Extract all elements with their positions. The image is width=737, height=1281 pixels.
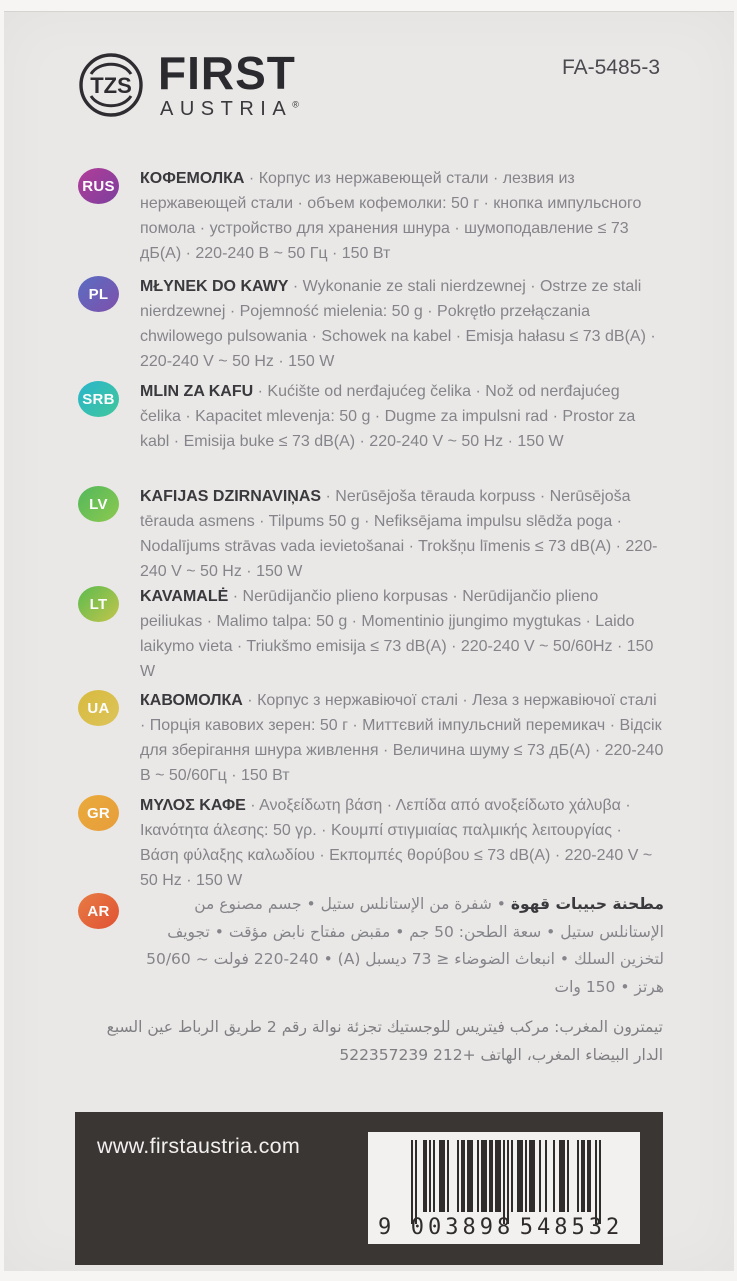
- lang-badge-pl: PL: [78, 276, 119, 312]
- lang-section-srb: [78, 379, 664, 454]
- brand-wordmark: [158, 47, 299, 120]
- section-text: [140, 584, 664, 684]
- distributor-address-ar: تيمترون المغرب: مركب فيتريس للوجستيك تجزئة نوالة رقم 2 طريق الرباط عين السبع الدار البيضاء المغرب، الهاتف +212 522357239: [106, 1018, 663, 1064]
- section-text: [140, 379, 664, 454]
- section-text: [140, 166, 664, 266]
- lang-section-pl: [78, 274, 664, 374]
- lang-section-ar: [78, 891, 664, 1001]
- lang-badge-rus: RUS: [78, 168, 119, 204]
- lang-badge-ua: UA: [78, 690, 119, 726]
- lang-badge-lt: LT: [78, 586, 119, 622]
- lang-section-lt: [78, 584, 664, 684]
- tzs-circle-logo-icon: [76, 50, 146, 120]
- barcode-digit-group: 9: [378, 1215, 392, 1240]
- website-url: www.firstaustria.com: [97, 1134, 301, 1158]
- section-body: · Корпус з нержавіючої сталі · Леза з нержавіючої сталі · Порція кавових зерен: 50 г · Миттєвий імпульсний перемикач · Відсік для зберігання шнура живлення · Величина шуму ≤ 73 дБ(А) · 220-240 В ~ 50/60Гц · 150 Вт: [140, 692, 664, 784]
- section-body: • شفرة من الإستانلس ستيل • جسم مصنوع من الإستانلس ستيل • سعة الطحن: 50 جم • مقبض مفتاح نابض مؤقت • تجويف لتخزين السلك • انبعاث الضوضاء ≤ 73 ديسبل (A) • 220-240 فولت ~ 50/60 هرتز • 150 وات: [146, 895, 664, 996]
- section-title: KAFIJAS DZIRNAVIŅAS: [140, 488, 322, 505]
- section-title: MLIN ZA KAFU: [140, 383, 254, 400]
- lang-section-rus: [78, 166, 664, 266]
- barcode: [368, 1132, 640, 1244]
- section-title: ΜΥΛΟΣ ΚΑΦΕ: [140, 797, 246, 814]
- lang-section-ua: [78, 688, 664, 788]
- lang-badge-srb: SRB: [78, 381, 119, 417]
- section-text: [140, 484, 664, 584]
- barcode-bars: [411, 1140, 601, 1224]
- lang-badge-lv: LV: [78, 486, 119, 522]
- footer-bar: [75, 1112, 663, 1265]
- section-title: КАВОМОЛКА: [140, 692, 243, 709]
- model-number: FA-5485-3: [561, 56, 660, 79]
- section-title: КОФЕМОЛКА: [140, 170, 245, 187]
- section-text: [140, 274, 664, 374]
- lang-section-gr: [78, 793, 664, 893]
- section-title: MŁYNEK DO KAWY: [140, 278, 289, 295]
- barcode-number: [378, 1215, 626, 1240]
- section-body: · Nerūdijančio plieno korpusas · Nerūdijančio plieno peiliukas · Malimo talpa: 50 g · Momentinio įjungimo mygtukas · Laido laikymo vieta · Triukšmo emisija ≤ 73 dB(A) · 220-240 V ~ 50/60Hz · 150 W: [140, 588, 654, 680]
- section-text: [140, 793, 664, 893]
- section-title: مطحنة حبيبات قهوة: [510, 895, 664, 913]
- barcode-digit-group: 003898: [410, 1215, 515, 1240]
- section-title: KAVAMALĖ: [140, 588, 229, 605]
- section-text: [140, 688, 664, 788]
- section-body: · Ανοξείδωτη βάση · Λεπίδα από ανοξείδωτο χάλυβα · Ικανότητα άλεσης: 50 γρ. · Κουμπί στιγμιαίας παλμικής λειτουργίας · Βάση φύλαξης καλωδίου · Εκπομπές θορύβου ≤ 73 dB(A) · 220-240 V ~ 50 Hz · 150 W: [140, 797, 653, 889]
- section-body: · Корпус из нержавеющей стали · лезвия из нержавеющей стали · объем кофемолки: 50 г · кнопка импульсного помола · устройство для хранения шнура · шумоподавление ≤ 73 дБ(А) · 220-240 В ~ 50 Гц · 150 Вт: [140, 170, 642, 262]
- brand-logo: [76, 47, 299, 120]
- section-body: · Kućište od nerđajućeg čelika · Nož od nerđajućeg čelika · Kapacitet mlevenja: 50 g · Dugme za impulsni rad · Prostor za kabl · Emisija buke ≤ 73 dB(A) · 220-240 V ~ 50 Hz · 150 W: [140, 383, 636, 450]
- lang-badge-gr: GR: [78, 795, 119, 831]
- brand-subtitle: AUSTRIA®: [160, 98, 299, 120]
- brand-name: FIRST: [158, 47, 296, 99]
- section-body: · Wykonanie ze stali nierdzewnej · Ostrze ze stali nierdzewnej · Pojemność mielenia: 50 g · Pokrętło przełączania chwilowego pulsowania · Schowek na kabel · Emisja hałasu ≤ 73 dB(A) · 220-240 V ~ 50 Hz · 150 W: [140, 278, 656, 370]
- barcode-digit-group: 548532: [519, 1215, 624, 1240]
- lang-section-lv: [78, 484, 664, 584]
- section-text: [140, 891, 664, 1001]
- registered-mark: ®: [292, 99, 299, 110]
- lang-badge-ar: AR: [78, 893, 119, 929]
- svg-text:TZS: TZS: [90, 73, 132, 98]
- section-body: · Nerūsējoša tērauda korpuss · Nerūsējoša tērauda asmens · Tilpums 50 g · Nefiksējama impulsu slēdža poga · Nodalījums strāvas vada ievietošanai · Trokšņu līmenis ≤ 73 dB(A) · 220-240 V ~ 50 Hz · 150 W: [140, 488, 658, 580]
